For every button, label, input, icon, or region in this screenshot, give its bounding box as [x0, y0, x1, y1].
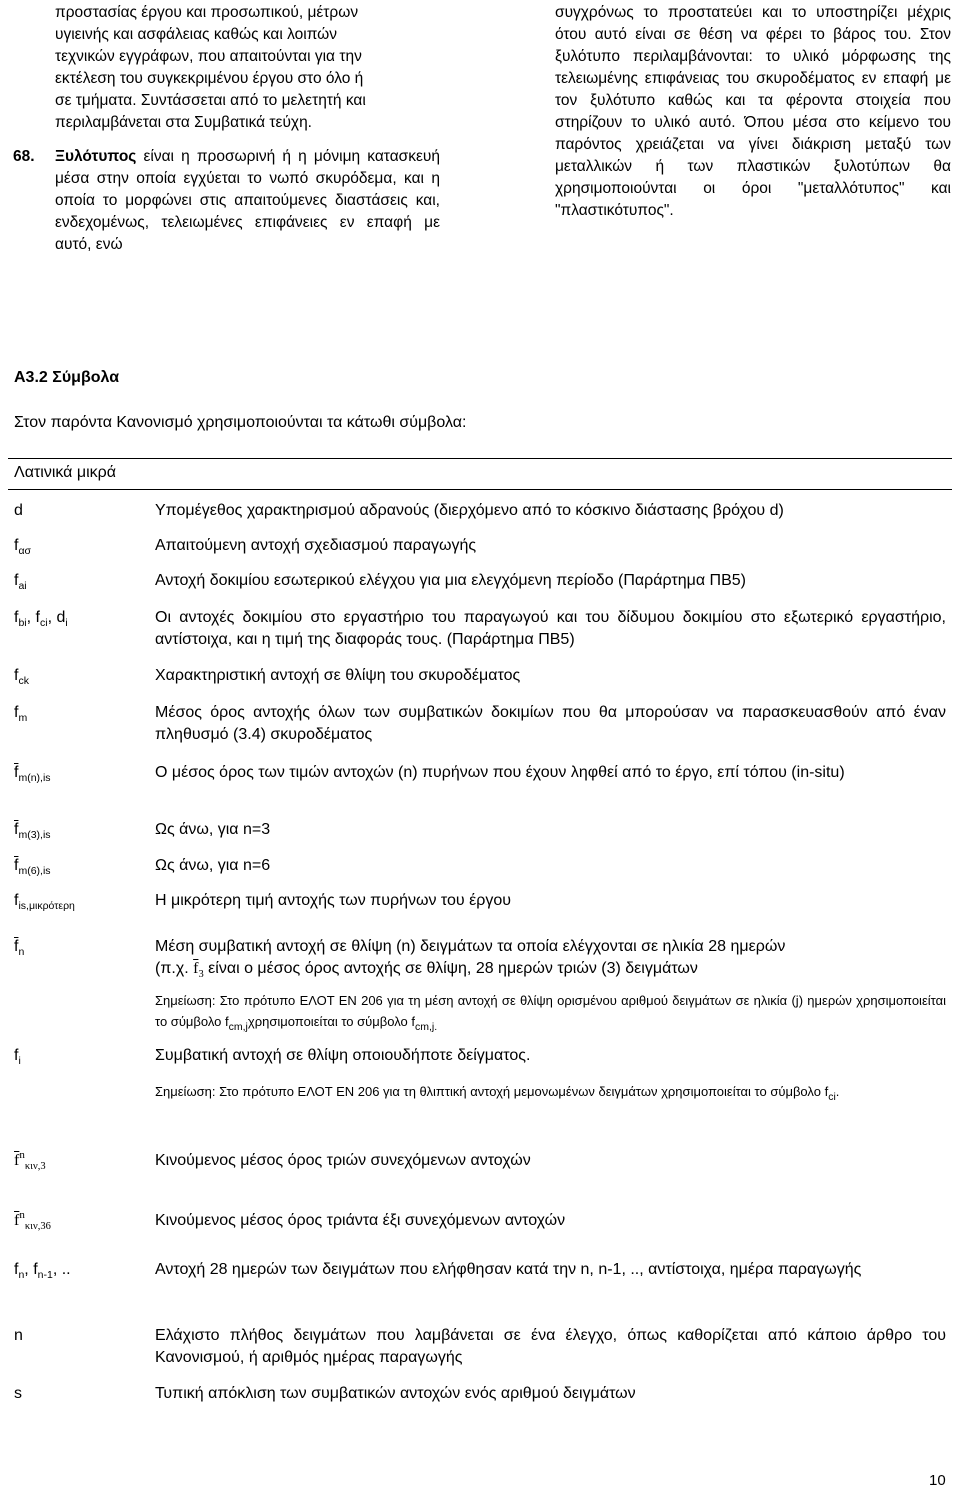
left-column-text — [13, 2, 440, 256]
left-line-6: περιλαμβάνεται στα Συμβατικά τεύχη. — [55, 114, 312, 131]
symbol: $\overline{f}_n$ — [14, 938, 25, 958]
symbol-row-fi — [14, 1045, 946, 1135]
page-number: 10 — [929, 1472, 946, 1489]
symbol: s — [14, 1385, 22, 1402]
table-header — [8, 458, 952, 490]
symbol: $f_{is,\mu\iota\kappa\rho ό\tau\varepsilon\rho\eta}$ — [14, 892, 75, 912]
section-intro: Στον παρόντα Κανονισμό χρησιμοποιούνται τα κάτωθι σύμβολα: — [14, 414, 467, 431]
definition-68 — [13, 146, 440, 256]
symbol-definition: Αντοχή 28 ημερών των δειγμάτων που ελήφθησαν κατά την n, n-1, .., αντίστοιχα, ημέρα παραγωγής — [155, 1261, 862, 1278]
symbol-definition: Αντοχή δοκιμίου εσωτερικού ελέγχου για μια ελεγχόμενη περίοδο (Παράρτημα ΠΒ5) — [155, 572, 746, 589]
symbol-definition: Ως άνω, για n=6 — [155, 857, 271, 874]
table-header-label: Λατινικά μικρά — [14, 464, 116, 481]
symbol-definition: Χαρακτηριστική αντοχή σε θλίψη του σκυροδέματος — [155, 667, 521, 684]
symbol-definition: Η μικρότερη τιμή αντοχής των πυρήνων του έργου — [155, 892, 511, 909]
left-line-4: εκτέλεση του συγκεκριμένου έργου στο όλο ή — [55, 70, 364, 87]
symbol: n — [14, 1327, 23, 1344]
symbol: $f_i$ — [14, 1047, 21, 1067]
symbol: $\overline{f}_{m(n),is}$ — [14, 764, 51, 784]
symbol-definition: Ελάχιστο πλήθος δειγμάτων που λαμβάνεται σε ένα έλεγχο, όπως καθορίζεται από κάποιο άρθρο του Κανονισμού, ή αριθμός ημέρας παραγωγής — [155, 1327, 946, 1366]
left-line-1: προστασίας έργου και προσωπικού, μέτρων — [55, 4, 359, 21]
symbol: $f_{\alpha\sigma}$ — [14, 537, 32, 557]
symbol-row-fn — [14, 936, 946, 1036]
note-fn: Σημείωση: Στο πρότυπο ΕΛΟΤ ΕΝ 206 για τη μέση αντοχή σε θλίψη ορισμένου αριθμού δειγμάτων σε ηλικία (j) ημερών χρησιμοποιείται το σύμβολο $f_{cm,j}\chi\rho\eta\sigma\iota\mu o\pi o\iota\varepsilon ί\tau\alpha\iota$ το σύμβολο $f_{cm,j.}$ — [155, 993, 946, 1033]
symbol-definition: Τυπική απόκλιση των συμβατικών αντοχών ενός αριθμού δειγμάτων — [155, 1385, 636, 1402]
symbol: $f_{ck}$ — [14, 667, 29, 687]
symbol-definition: Ως άνω, για n=3 — [155, 821, 271, 838]
section-title: Α3.2 Σύμβολα — [14, 369, 120, 386]
symbol-definition: Ο μέσος όρος των τιμών αντοχών (n) πυρήνων που έχουν ληφθεί από το έργο, επί τόπου (in-situ) — [155, 764, 845, 781]
definition-68-text: είναι η προσωρινή ή η μόνιμη κατασκευή μέσα στην οποία εγχύεται το νωπό σκυρόδεμα, και η οποία το μορφώνει στις απαιτούμενες διαστάσεις και, ενδεχομένως, τελειωμένες επιφάνειες εν επαφή με αυτό, ενώ — [55, 148, 440, 253]
symbol-definition: Μέσος όρος αντοχής όλων των συμβατικών δοκιμίων που θα μπορούσαν να παρασκευασθούν από έναν πληθυσμό (3.4) σκυροδέματος — [155, 704, 946, 743]
symbol-definition: Οι αντοχές δοκιμίου στο εργαστήριο του παραγωγού και του δίδυμου δοκιμίου στο εξωτερικό εργαστήριο, αντίστοιχα, και η τιμή της διαφοράς τους. (Παράρτημα ΠΒ5) — [155, 609, 946, 648]
item-number: 68. — [13, 148, 35, 165]
definition-line-1: Μέση συμβατική αντοχή σε θλίψη (n) δειγμάτων τα οποία ελέγχονται σε ηλικία 28 ημερών — [155, 938, 786, 955]
symbol: $f_{ai}$ — [14, 572, 27, 592]
symbol: $f_{bi}$, $f_{ci}$, $d_i$ — [14, 609, 68, 629]
note-fi: Σημείωση: Στο πρότυπο ΕΛΟΤ ΕΝ 206 για τη θλιπτική αντοχή μεμονωμένων δειγμάτων χρησιμοποιείται το σύμβολο $f_{ci}$. — [155, 1084, 840, 1103]
symbol: $\overline{f}^n_{\kappa\iota\nu,3}$ — [14, 1149, 46, 1172]
symbol: d — [14, 502, 23, 519]
symbol-definition: Κινούμενος μέσος όρος τριών συνεχόμενων αντοχών — [155, 1152, 531, 1169]
symbol-definition: Υπομέγεθος χαρακτηρισμού αδρανούς (διερχόμενο από το κόσκινο διάστασης βρόχου d) — [155, 502, 784, 519]
definition-line-2: (π.χ. $\overline{f}_3$ είναι ο μέσος όρος αντοχής σε θλίψη, 28 ημερών τριών (3) δειγμάτων — [155, 960, 698, 980]
symbol: $f_n$, $f_{n-1}$, .. — [14, 1261, 71, 1281]
symbol-definition — [155, 936, 946, 980]
symbol: $f_m$ — [14, 704, 28, 724]
left-line-3: τεχνικών εγγράφων, που απαιτούνται για την — [55, 48, 362, 65]
symbol: $\overline{f}_{m(3),is}$ — [14, 821, 51, 841]
symbol-definition: Συμβατική αντοχή σε θλίψη οποιουδήποτε δείγματος. — [155, 1047, 531, 1064]
symbol: $\overline{f}_{m(6),is}$ — [14, 857, 51, 877]
symbol-definition: Απαιτούμενη αντοχή σχεδιασμού παραγωγής — [155, 537, 477, 554]
term-formwork: Ξυλότυπος — [55, 148, 137, 165]
left-line-5: σε τμήματα. Συντάσσεται από το μελετητή και — [55, 92, 366, 109]
left-line-2: υγιεινής και ασφάλειας καθώς και λοιπών — [55, 26, 338, 43]
symbol: $\overline{f}^n_{\kappa\iota\nu,36}$ — [14, 1209, 51, 1232]
right-column-text: συγχρόνως το προστατεύει και το υποστηρίζει μέχρις ότου αυτό είναι σε θέση να φέρει το βάρος του. Στον ξυλότυπο περιλαμβάνονται: το υλικό μόρφωσης της τελειωμένης επιφάνειας του σκυροδέματος εν επαφή με τον ξυλότυπο καθώς και τα φέροντα στοιχεία που στηρίζουν το υλικό αυτό. Όπου μέσα στο κείμενο του παρόντος χρειάζεται να γίνει διάκριση μεταξύ των μεταλλικών ή των πλαστικών ξυλοτύπων θα χρησιμοποιούνται οι όροι "μεταλλότυπος" και "πλαστικότυπος". — [555, 4, 951, 219]
symbol-definition: Κινούμενος μέσος όρος τριάντα έξι συνεχόμενων αντοχών — [155, 1212, 566, 1229]
